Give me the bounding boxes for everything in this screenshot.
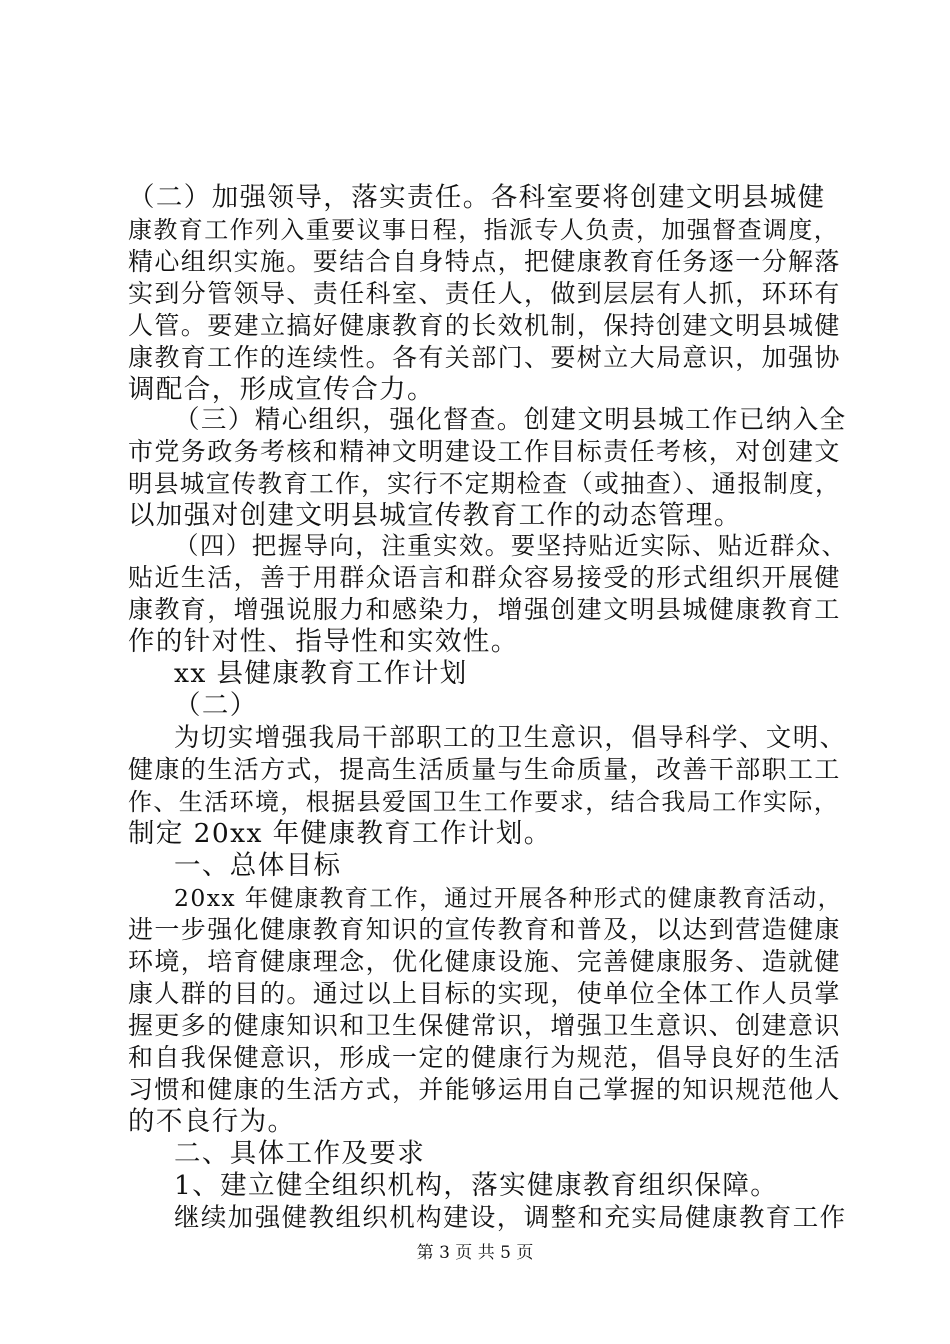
text-line: 康教育工作的连续性。各有关部门、要树立大局意识，加强协 — [128, 343, 841, 372]
text-line: 实到分管领导、责任科室、责任人，做到层层有人抓，环环有 — [128, 279, 841, 308]
text-line: 健康的生活方式，提高生活质量与生命质量，改善干部职工工 — [128, 755, 841, 784]
paragraph-2-start: （二）加强领导，落实责任。各科室要将创建文明县城健 — [128, 182, 826, 213]
text-line: 环境，培育健康理念，优化健康设施、完善健康服务、造就健 — [128, 947, 841, 976]
text-line: 明县城宣传教育工作，实行不定期检查（或抽查）、通报制度， — [128, 469, 841, 498]
paragraph-4-start: （四）把握导向，注重实效。要坚持贴近实际、贴近群众、 — [174, 531, 848, 560]
subsection-1-paragraph-start: 继续加强健教组织机构建设，调整和充实局健康教育工作 — [174, 1203, 847, 1233]
text-line: 精心组织实施。要结合自身特点，把健康教育任务逐一分解落 — [128, 247, 841, 276]
subsection-heading-1: 1、建立健全组织机构，落实健康教育组织保障。 — [174, 1170, 779, 1201]
text-line: 人管。要建立搞好健康教育的长效机制，保持创建文明县城健 — [128, 311, 841, 340]
text-line: 贴近生活，善于用群众语言和群众容易接受的形式组织开展健 — [128, 563, 841, 592]
page-footer: 第 3 页 共 5 页 — [416, 1243, 534, 1263]
section-1-paragraph-start: 20xx 年健康教育工作，通过开展各种形式的健康教育活动， — [174, 884, 843, 912]
text-line: 握更多的健康知识和卫生保健常识，增强卫生意识、创建意识 — [128, 1011, 841, 1040]
text-line: 作的针对性、指导性和实效性。 — [128, 626, 519, 657]
text-line: 的不良行为。 — [128, 1106, 296, 1137]
plan-title: xx 县健康教育工作计划 — [174, 658, 468, 689]
section-heading-1: 一、总体目标 — [174, 850, 342, 881]
text-line: 进一步强化健康教育知识的宣传教育和普及，以达到营造健康 — [128, 915, 841, 944]
text-line: 康教育，增强说服力和感染力，增强创建文明县城健康教育工 — [128, 595, 841, 624]
text-line: 以加强对创建文明县城宣传教育工作的动态管理。 — [128, 500, 742, 531]
text-line: 和自我保健意识，形成一定的健康行为规范，倡导良好的生活 — [128, 1043, 841, 1072]
text-line: 市党务政务考核和精神文明建设工作目标责任考核，对创建文 — [128, 437, 841, 466]
text-line: 作、生活环境，根据县爱国卫生工作要求，结合我局工作实际， — [128, 788, 840, 816]
text-line: 康教育工作列入重要议事日程，指派专人负责，加强督查调度， — [128, 216, 840, 244]
plan-subtitle: （二） — [174, 690, 258, 721]
intro-paragraph-start: 为切实增强我局干部职工的卫生意识，倡导科学、文明、 — [174, 723, 847, 753]
paragraph-3-start: （三）精心组织，强化督查。创建文明县城工作已纳入全 — [174, 405, 847, 435]
section-heading-2: 二、具体工作及要求 — [174, 1138, 426, 1169]
text-line: 习惯和健康的生活方式，并能够运用自己掌握的知识规范他人 — [128, 1075, 841, 1104]
text-line: 康人群的目的。通过以上目标的实现，使单位全体工作人员掌 — [128, 979, 841, 1008]
text-line: 调配合，形成宣传合力。 — [128, 374, 435, 405]
text-line: 制定 20xx 年健康教育工作计划。 — [128, 818, 552, 849]
